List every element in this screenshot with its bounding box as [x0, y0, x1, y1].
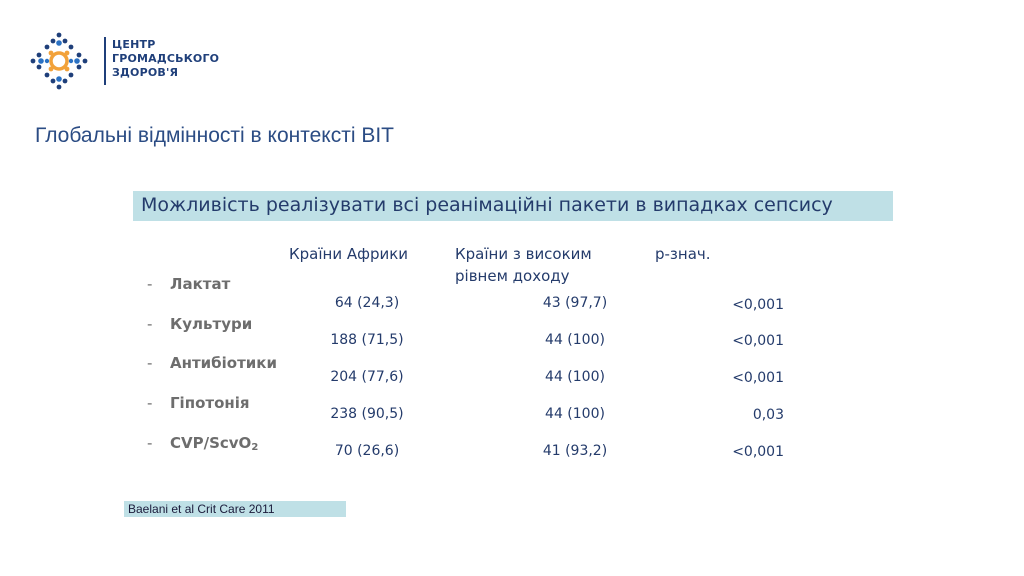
- cell-p-value: 0,03: [752, 407, 784, 423]
- org-line-2: ГРОМАДСЬКОГО: [112, 52, 220, 65]
- cell-p-value: <0,001: [732, 297, 784, 313]
- row-label-lactate: Лактат: [170, 275, 231, 293]
- cell-africa: 64 (24,3): [334, 295, 400, 311]
- slide-title: Глобальні відмінності в контексті ВІТ: [35, 124, 395, 147]
- cell-africa: 238 (90,5): [330, 406, 404, 422]
- cell-africa: 204 (77,6): [330, 369, 404, 385]
- subtitle-banner: [133, 191, 893, 221]
- citation-box: [124, 501, 346, 517]
- row-label-cvp: CVP/ScvO$_2$: [170, 434, 259, 453]
- organization-name: [112, 38, 219, 80]
- cell-high-income: 43 (97,7): [542, 295, 608, 311]
- row-dash: -: [147, 275, 153, 293]
- cvp-subscript: 2: [251, 442, 259, 453]
- cell-high-income: 41 (93,2): [542, 443, 608, 459]
- citation-text: Baelani et al Crit Care 2011: [128, 502, 275, 516]
- cell-p-value: <0,001: [732, 333, 784, 349]
- column-header-high-income: Країни з високим рівнем доходу: [455, 245, 592, 285]
- cell-high-income: 44 (100): [545, 406, 605, 422]
- cell-high-income: 44 (100): [545, 369, 605, 385]
- center-logo-icon: [28, 30, 98, 92]
- cell-p-value: <0,001: [732, 444, 784, 460]
- org-line-1: ЦЕНТР: [112, 38, 156, 51]
- column-header-africa: Країни Африки: [289, 245, 409, 263]
- row-dash: -: [147, 315, 153, 333]
- row-dash: -: [147, 354, 153, 372]
- row-label-hypotension: Гіпотонія: [170, 394, 250, 412]
- row-dash: -: [147, 434, 153, 452]
- cell-p-value: <0,001: [732, 370, 784, 386]
- row-dash: -: [147, 394, 153, 412]
- cell-africa: 70 (26,6): [334, 443, 400, 459]
- cell-high-income: 44 (100): [545, 332, 605, 348]
- cell-africa: 188 (71,5): [330, 332, 404, 348]
- row-label-antibiotics: Антибіотики: [170, 354, 277, 372]
- column-header-p-value: p-знач.: [655, 245, 711, 263]
- banner-text: Можливість реалізувати всі реанімаційні пакети в випадках сепсису: [141, 194, 833, 216]
- org-line-3: ЗДОРОВ'Я: [112, 66, 179, 79]
- row-label-cultures: Культури: [170, 315, 253, 333]
- logo-divider: [104, 37, 106, 85]
